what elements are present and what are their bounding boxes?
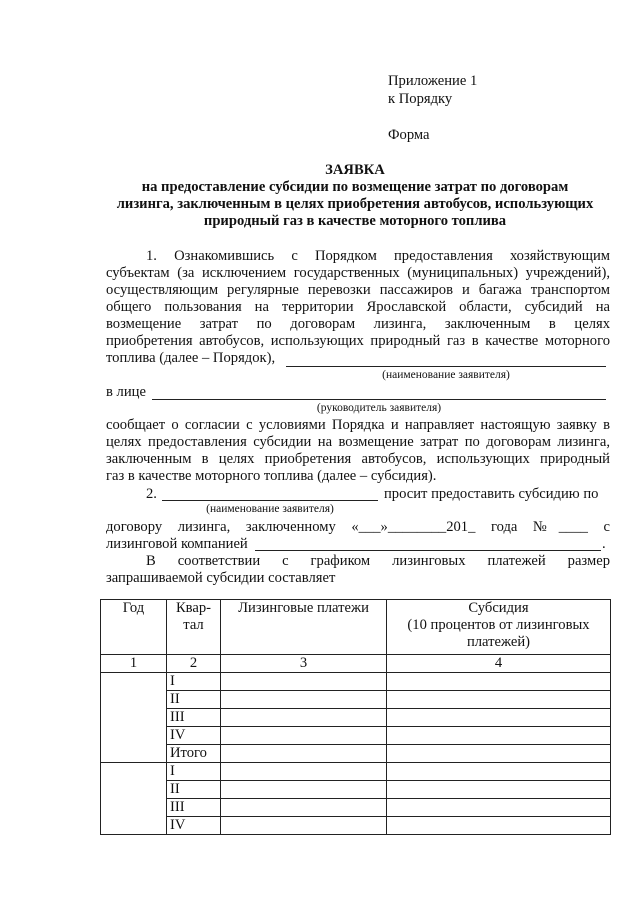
para2-asks: просит предоставить субсидию по [384, 486, 599, 502]
quarter-cell: II [167, 691, 221, 709]
schedule-line: В соответствии с графиком лизинговых платежей размер [146, 553, 610, 569]
form-label: Форма [388, 127, 430, 143]
quarter-cell: II [167, 781, 221, 799]
quarter-cell: Итого [167, 745, 221, 763]
company-name-field[interactable] [255, 550, 601, 551]
schedule-last: запрашиваемой субсидии составляет [106, 570, 336, 586]
header-year: Год [101, 600, 167, 655]
applicant-name-field[interactable] [286, 366, 606, 367]
para1-cont-line: заключенным в целях приобретения автобусов, использующих природный [106, 451, 610, 467]
payment-cell[interactable] [221, 763, 387, 781]
col-number: 2 [167, 655, 221, 673]
table-row [101, 763, 611, 781]
para2-number: 2. [146, 486, 157, 502]
quarter-cell: IV [167, 817, 221, 835]
subsidy-cell[interactable] [387, 727, 611, 745]
subsidy-cell[interactable] [387, 673, 611, 691]
quarter-cell: III [167, 799, 221, 817]
col-number: 3 [221, 655, 387, 673]
subsidy-cell[interactable] [387, 745, 611, 763]
payment-cell[interactable] [221, 709, 387, 727]
table-row [101, 709, 611, 727]
col-number: 4 [387, 655, 611, 673]
para1-line: возмещение затрат по договорам лизинга, заключенным в целях [106, 316, 610, 332]
payment-cell[interactable] [221, 691, 387, 709]
subsidy-cell[interactable] [387, 817, 611, 835]
para1-line: 1. Ознакомившись с Порядком предоставления хозяйствующим [146, 248, 610, 264]
para1-line: субъектам (за исключением государственных (муниципальных) учреждений), [106, 265, 610, 281]
table-row [101, 799, 611, 817]
table-row [101, 781, 611, 799]
col-number: 1 [101, 655, 167, 673]
table-row [101, 817, 611, 835]
payment-cell[interactable] [221, 745, 387, 763]
subsidy-cell[interactable] [387, 709, 611, 727]
header-subsidy: Субсидия (10 процентов от лизинговых платежей) [387, 600, 611, 655]
quarter-cell: IV [167, 727, 221, 745]
year-cell[interactable] [101, 673, 167, 763]
subsidy-table [100, 599, 611, 835]
para2-applicant-caption: (наименование заявителя) [206, 503, 334, 515]
para1-cont-last: газ в качестве моторного топлива (далее – субсидия). [106, 468, 437, 484]
company-label: лизинговой компанией [106, 536, 248, 552]
quarter-cell: III [167, 709, 221, 727]
contract-line: договору лизинга, заключенному «___»________201_ года №____ с [106, 519, 610, 535]
quarter-cell: I [167, 673, 221, 691]
para1-line: приобретения автобусов, использующих природный газ в качестве моторного [106, 333, 610, 349]
payment-cell[interactable] [221, 727, 387, 745]
para1-line: общего пользования на территории Ярославской области, субсидий на [106, 299, 610, 315]
document-subtitle-line-1: на предоставление субсидии по возмещение затрат по договорам [141, 179, 569, 195]
payment-cell[interactable] [221, 781, 387, 799]
para1-line: осуществляющим регулярные перевозки пассажиров и багажа транспортом [106, 282, 610, 298]
applicant-name-caption: (наименование заявителя) [382, 369, 510, 381]
document-subtitle-line-3: природный газ в качестве моторного топлива [203, 213, 507, 229]
document-title: ЗАЯВКА [325, 162, 385, 178]
document-subtitle-line-2: лизинга, заключенным в целях приобретения автобусов, использующих [116, 196, 594, 212]
table-row [101, 673, 611, 691]
para2-applicant-field[interactable] [162, 500, 378, 501]
para1-last-line: топлива (далее – Порядок), [106, 350, 276, 366]
in-person-label: в лице [106, 384, 146, 400]
appendix-line-2: к Порядку [388, 91, 453, 107]
appendix-line-1: Приложение 1 [388, 73, 478, 89]
para1-cont-line: целях предоставления субсидии на возмещение затрат по договорам лизинга, [106, 434, 610, 450]
payment-cell[interactable] [221, 673, 387, 691]
head-name-caption: (руководитель заявителя) [316, 402, 442, 414]
header-quarter: Квар- тал [167, 600, 221, 655]
payment-cell[interactable] [221, 817, 387, 835]
header-payments: Лизинговые платежи [221, 600, 387, 655]
table-row [101, 727, 611, 745]
payment-cell[interactable] [221, 799, 387, 817]
quarter-cell: I [167, 763, 221, 781]
subsidy-cell[interactable] [387, 799, 611, 817]
subsidy-cell[interactable] [387, 691, 611, 709]
subsidy-cell[interactable] [387, 763, 611, 781]
year-cell[interactable] [101, 763, 167, 835]
table-row [101, 745, 611, 763]
para1-cont-line: сообщает о согласии с условиями Порядка и направляет настоящую заявку в [106, 417, 610, 433]
table-row [101, 691, 611, 709]
head-name-field[interactable] [152, 399, 606, 400]
subsidy-cell[interactable] [387, 781, 611, 799]
company-end: . [602, 536, 606, 552]
